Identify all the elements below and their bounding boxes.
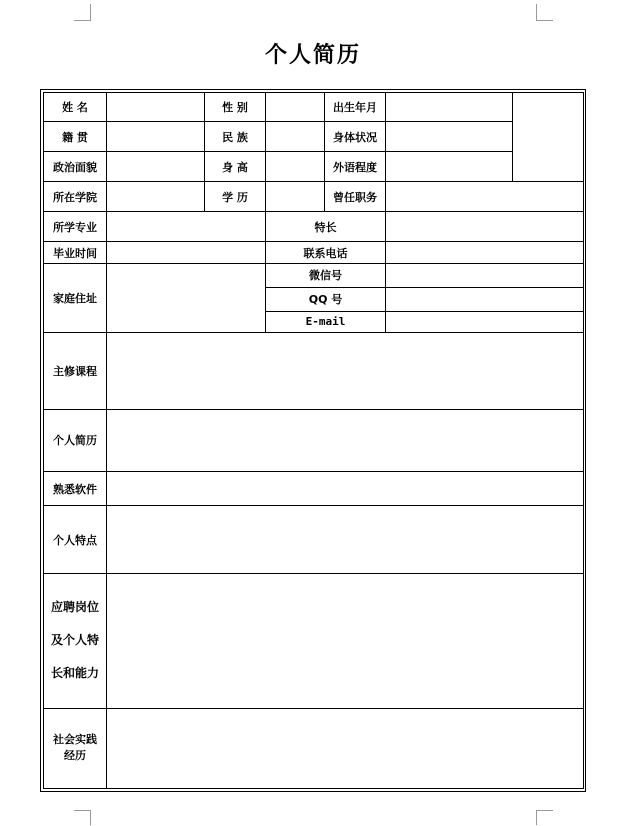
label-qq xyxy=(266,287,386,311)
label-major xyxy=(44,212,107,242)
label-former-post-text: 曾任职务 xyxy=(333,190,377,204)
label-home-address-text: 家庭住址 xyxy=(53,292,97,306)
label-grad-time xyxy=(44,242,107,264)
label-main-courses xyxy=(44,332,107,409)
label-health-text: 身体状况 xyxy=(333,130,377,144)
label-native-place-text: 籍 贯 xyxy=(62,130,88,144)
field-phone[interactable] xyxy=(386,242,584,264)
label-college xyxy=(44,182,107,212)
label-height xyxy=(205,152,266,182)
label-ethnicity xyxy=(205,122,266,152)
label-native-place xyxy=(44,122,107,152)
field-qq[interactable] xyxy=(386,287,584,311)
label-ethnicity-text: 民 族 xyxy=(222,130,248,144)
field-foreign-lang[interactable] xyxy=(386,152,513,182)
field-height[interactable] xyxy=(266,152,325,182)
label-resume xyxy=(44,409,107,471)
field-college[interactable] xyxy=(107,182,205,212)
label-social-text: 社会实践经历 xyxy=(53,733,97,763)
field-specialty[interactable] xyxy=(386,212,584,242)
label-foreign-lang-text: 外语程度 xyxy=(333,160,377,174)
label-name xyxy=(44,93,107,122)
resume-table xyxy=(43,92,584,789)
field-resume[interactable] xyxy=(107,409,584,471)
field-gender[interactable] xyxy=(266,93,325,122)
label-phone xyxy=(266,242,386,264)
label-birth xyxy=(325,93,386,122)
field-grad-time[interactable] xyxy=(107,242,266,264)
page-title: 个人简历 xyxy=(264,42,361,68)
label-specialty-text: 特长 xyxy=(314,220,337,234)
field-home-address[interactable] xyxy=(107,264,266,332)
label-software-text: 熟悉软件 xyxy=(53,482,97,496)
label-software xyxy=(44,472,107,506)
label-phone-text: 联系电话 xyxy=(303,246,348,260)
field-ethnicity[interactable] xyxy=(266,122,325,152)
label-foreign-lang xyxy=(325,152,386,182)
label-height-text: 身 高 xyxy=(222,160,248,174)
label-traits xyxy=(44,506,107,574)
field-former-post[interactable] xyxy=(386,182,584,212)
label-specialty xyxy=(266,212,386,242)
field-major[interactable] xyxy=(107,212,266,242)
label-major-text: 所学专业 xyxy=(53,220,97,234)
corner-mark-top-left xyxy=(74,4,91,21)
field-social[interactable] xyxy=(107,708,584,788)
field-name[interactable] xyxy=(107,93,205,122)
field-health[interactable] xyxy=(386,122,513,152)
label-traits-text: 个人特点 xyxy=(53,533,97,547)
label-main-courses-text: 主修课程 xyxy=(53,364,97,378)
corner-mark-bottom-right xyxy=(536,810,553,825)
field-political[interactable] xyxy=(107,152,205,182)
field-native-place[interactable] xyxy=(107,122,205,152)
label-grad-time-text: 毕业时间 xyxy=(53,246,97,260)
field-traits[interactable] xyxy=(107,506,584,574)
field-software[interactable] xyxy=(107,472,584,506)
label-gender-text: 性 别 xyxy=(222,101,248,115)
label-wechat xyxy=(266,264,386,287)
label-application-text: 应聘岗位及个人特长和能力 xyxy=(51,600,100,681)
label-wechat-text: 微信号 xyxy=(309,269,342,283)
label-email-text: E-mail xyxy=(305,315,346,329)
field-education[interactable] xyxy=(266,182,325,212)
label-political xyxy=(44,152,107,182)
label-former-post xyxy=(325,182,386,212)
label-name-text: 姓 名 xyxy=(62,101,88,115)
label-education xyxy=(205,182,266,212)
field-email[interactable] xyxy=(386,311,584,332)
label-social xyxy=(44,708,107,788)
photo-area[interactable] xyxy=(513,93,584,182)
label-resume-text: 个人简历 xyxy=(53,434,97,448)
field-wechat[interactable] xyxy=(386,264,584,287)
label-gender xyxy=(205,93,266,122)
field-main-courses[interactable] xyxy=(107,332,584,409)
label-college-text: 所在学院 xyxy=(53,190,97,204)
field-application[interactable] xyxy=(107,574,584,708)
field-birth[interactable] xyxy=(386,93,513,122)
label-health xyxy=(325,122,386,152)
label-email xyxy=(266,311,386,332)
label-home-address xyxy=(44,264,107,332)
label-application xyxy=(44,574,107,708)
label-birth-text: 出生年月 xyxy=(333,101,377,115)
corner-mark-top-right xyxy=(536,4,553,21)
label-education-text: 学 历 xyxy=(222,190,248,204)
label-qq-text: QQ 号 xyxy=(308,293,343,307)
label-political-text: 政治面貌 xyxy=(53,160,97,174)
corner-mark-bottom-left xyxy=(74,810,91,825)
